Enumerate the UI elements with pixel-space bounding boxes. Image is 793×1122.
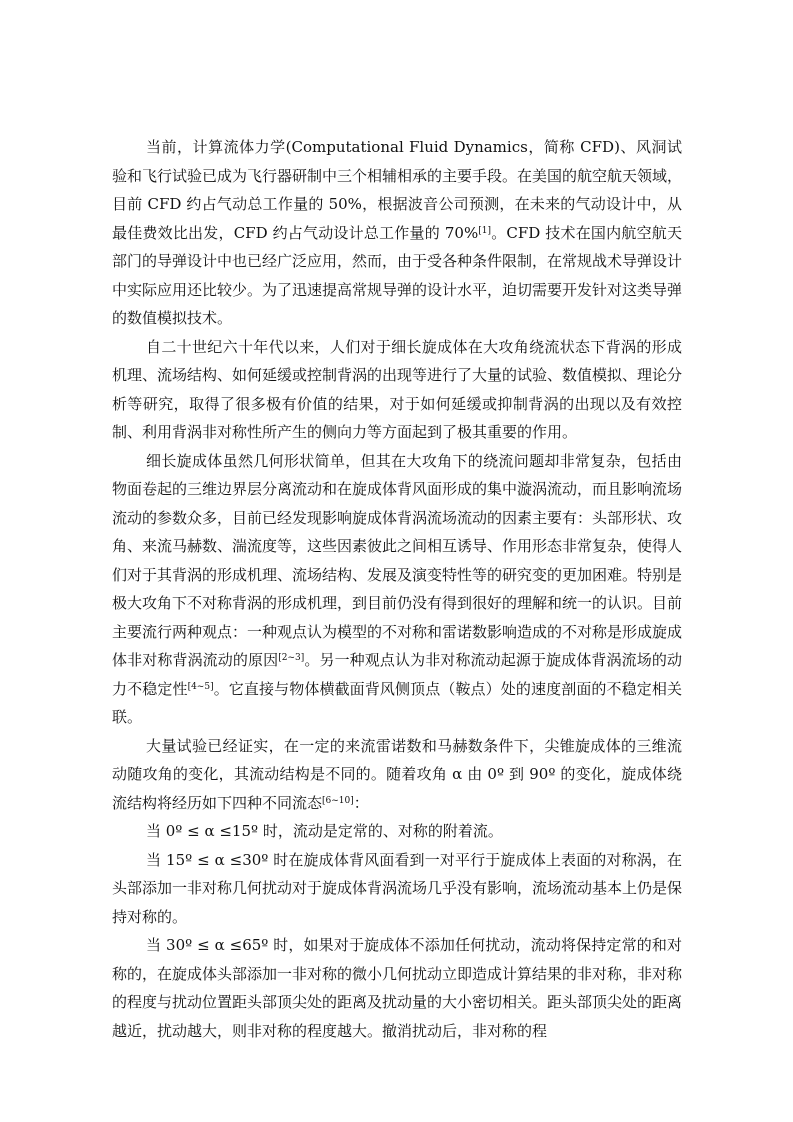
paragraph-text: ：	[353, 793, 369, 812]
paragraph-text: 。它直接与物体横截面背风侧顶点（鞍点）处的速度剖面的不稳定相关联。	[112, 679, 682, 726]
paragraph-research-history	[112, 333, 682, 447]
paragraph-regime-3	[112, 931, 682, 1045]
citation-ref: [2~3]	[278, 653, 305, 663]
citation-ref: [6~10]	[322, 795, 354, 806]
paragraph-text: 。CFD 技术在国内航空航天部门的导弹设计中也已经广泛应用，然而，由于受各种条件限制，在常规战术导弹设计中实际应用还比较少。为了迅速提高常规导弹的设计水平，迫切需要开发针对这类导弹的数值模拟技术。	[112, 223, 683, 327]
paragraph-text: 当 0º ≤ α ≤15º 时，流动是定常的、对称的附着流。	[146, 822, 503, 840]
citation-ref: [1]	[478, 225, 491, 236]
paragraph-flow-complexity	[112, 447, 682, 732]
paragraph-text: 自二十世纪六十年代以来，人们对于细长旋成体在大攻角绕流状态下背涡的形成机理、流场结构、如何延缓或控制背涡的出现等进行了大量的试验、数值模拟、理论分析等研究，取得了很多极有价值的结果，对于如何延缓或抑制背涡的出现以及有效控制、利用背涡非对称性所产生的侧向力等方面起到了极其重要的作用。	[112, 337, 683, 441]
paragraph-text: 细长旋成体虽然几何形状简单，但其在大攻角下的绕流问题却非常复杂，包括由物面卷起的三维边界层分离流动和在旋成体背风面形成的集中漩涡流动，而且影响流场流动的参数众多，目前已经发现影响旋成体背涡流场流动的因素主要有：头部形状、攻角、来流马赫数、湍流度等，这些因素彼此之间相互诱导、作用形态非常复杂，使得人们对于其背涡的形成机理、流场结构、发展及演变特性等的研究变的更加困难。特别是极大攻角下不对称背涡的形成机理，到目前仍没有得到很好的理解和统一的认识。目前主要流行两种观点：一种观点认为模型的不对称和雷诺数影响造成的不对称是形成旋成体非对称背涡流动的原因	[112, 451, 683, 669]
document-body	[112, 133, 682, 1045]
paragraph-cfd-intro	[112, 133, 682, 333]
citation-ref: [4~5]	[187, 681, 214, 692]
paragraph-text: 当 30º ≤ α ≤65º 时，如果对于旋成体不添加任何扰动，流动将保持定常的和对称的，在旋成体头部添加一非对称的微小几何扰动立即造成计算结果的非对称，非对称的程度与扰动位置距头部顶尖处的距离及扰动量的大小密切相关。距头部顶尖处的距离越近，扰动越大，则非对称的程度越大。撤消扰动后，非对称的程	[112, 936, 683, 1040]
paragraph-text: 当 15º ≤ α ≤30º 时在旋成体背风面看到一对平行于旋成体上表面的对称涡，在头部添加一非对称几何扰动对于旋成体背涡流场几乎没有影响，流场流动基本上仍是保持对称的。	[112, 850, 683, 926]
paragraph-text: 当前，计算流体力学(Computational Fluid Dynamics，简称 CFD)、风洞试验和飞行试验已成为飞行器研制中三个相辅相承的主要手段。在美国的航空航天领域，目前 CFD 约占气动总工作量的 50%，根据波音公司预测，在未来的气动设计中，从最佳费效比出发，CFD 约占气动设计总工作量的 70%	[112, 138, 683, 242]
paragraph-flow-regimes	[112, 732, 682, 818]
paragraph-regime-1	[112, 817, 682, 846]
paragraph-text: 大量试验已经证实，在一定的来流雷诺数和马赫数条件下，尖锥旋成体的三维流动随攻角的变化，其流动结构是不同的。随着攻角 α 由 0º 到 90º 的变化，旋成体绕流结构将经历如下四种不同流态	[112, 736, 682, 812]
paragraph-text: 。另一种观点认为非对称流动起源于旋成体背涡流场的动力不稳定性	[112, 651, 682, 698]
paragraph-regime-2	[112, 846, 682, 932]
